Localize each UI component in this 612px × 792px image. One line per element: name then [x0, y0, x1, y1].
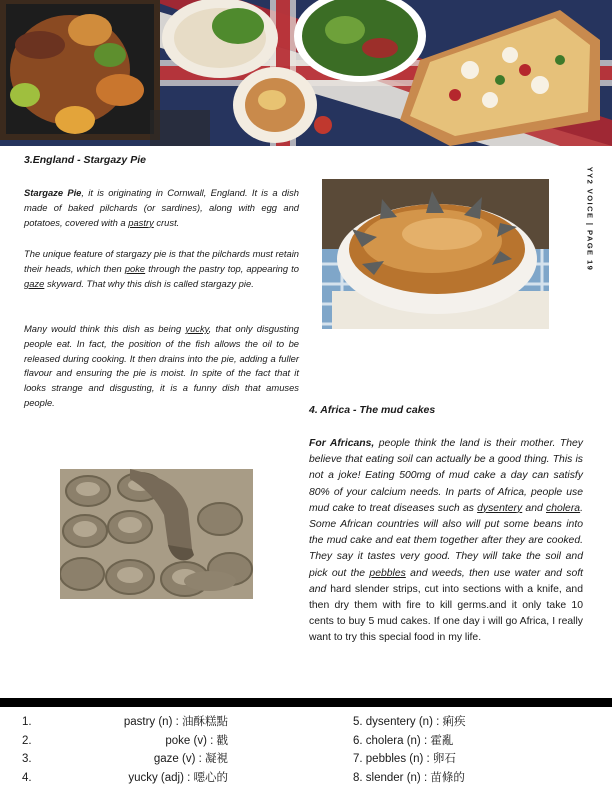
england-paragraph-2 [24, 247, 299, 291]
vocab-number: 4. [22, 771, 32, 784]
vocab-entry: yucky (adj) : 噁心的 [128, 771, 228, 784]
england-p2-text-c: skyward. That why this dish is called stargazy pie. [44, 277, 254, 289]
africa-text-a: people think the land is their mother. They believe that eating soil can actually be a good thing. This is not a joke! Eating 500mg of mud cake a day can satisfy 80% of your calcium needs. In parts of Africa, people use mud cake to treat diseases such as [309, 438, 583, 514]
england-paragraph-3 [24, 322, 299, 411]
vocab-entry: 6. cholera (n) : 霍亂 [353, 734, 454, 747]
england-p3-text-a: Many would think this dish as being [24, 323, 186, 334]
vocabulary-list [0, 713, 612, 787]
vocab-row [0, 732, 612, 751]
stargazy-pie-photo [322, 179, 549, 329]
vocab-entry: gaze (v) : 凝視 [153, 753, 228, 765]
food-banner-photo [0, 0, 612, 146]
africa-text-c: . Some African countries will also will put some beans into the mud cake and eat them together after they are cooked. They say it tastes very good. They will take the soil and pick out the [309, 502, 583, 579]
vocab-entry: 5. dysentery (n) : 痢疾 [353, 716, 466, 728]
side-header-text: YY2 VOICE | PAGE 19 [585, 166, 595, 272]
vocab-entry: 8. slender (n) : 苗條的 [353, 771, 465, 784]
england-section-title: 3.England - Stargazy Pie [24, 154, 146, 166]
vocab-row [0, 713, 612, 732]
vocab-word-poke: poke [124, 262, 146, 274]
england-p2-text-a: The unique feature of stargazy pie is that the pilchards must retain their heads, which then [24, 248, 299, 274]
africa-text-d: and weeds, then use water and soft and [309, 567, 584, 595]
vocab-entry: pastry (n) : 油酥糕點 [123, 716, 228, 728]
mud-cakes-photo [60, 469, 253, 599]
england-p3-text-b: , that only disgusting people eat. In fact, the position of the fish allows the oil to be released during cooking. It then drains into the pie, adding a fuller flavour and ensuring the pie is moist. In spite of the fact that it looks strange and disgusting, it is a funny dish that amuses people. [24, 323, 299, 408]
africa-text-b: and [522, 502, 546, 514]
africa-text-e: hard slender strips, cut into sections with a knife, and then dry them with fire to kill germs.and it only take 10 cents to buy 5 mud cakes. If one day i will go Africa, I really want to try this special food in my life. [309, 583, 583, 644]
vocab-word-gaze: gaze [24, 277, 45, 289]
vocab-number: 3. [22, 753, 32, 765]
africa-section-title: 4. Africa - The mud cakes [309, 404, 436, 416]
side-header [580, 158, 600, 280]
vocab-entry: poke (v) : 戳 [165, 734, 228, 747]
england-p1-text-a: , it is originating in Cornwall, England. It is a dish made of baked pilchards (or sardines), along with egg and potatoes, covered with a [24, 187, 299, 228]
vocab-row [0, 750, 612, 769]
africa-paragraph [309, 436, 583, 647]
vocab-word-pastry: pastry [128, 216, 154, 228]
england-p1-text-b: crust. [153, 216, 180, 228]
stargaze-pie-term: Stargaze Pie [24, 187, 82, 198]
vocab-number: 1. [22, 716, 32, 728]
section-divider [0, 698, 612, 707]
vocab-number: 2. [22, 734, 32, 747]
england-paragraph-1 [24, 186, 299, 230]
vocab-word-pebbles: pebbles [369, 567, 406, 579]
england-p2-text-b: through the pastry top, appearing to [145, 262, 299, 274]
vocab-word-yucky: yucky [185, 323, 209, 334]
vocab-entry: 7. pebbles (n) : 卵石 [353, 753, 456, 765]
for-africans-lead: For Africans, [309, 438, 375, 449]
vocab-word-cholera: cholera [546, 502, 581, 514]
vocab-row [0, 769, 612, 788]
vocab-word-dysentery: dysentery [477, 502, 523, 514]
